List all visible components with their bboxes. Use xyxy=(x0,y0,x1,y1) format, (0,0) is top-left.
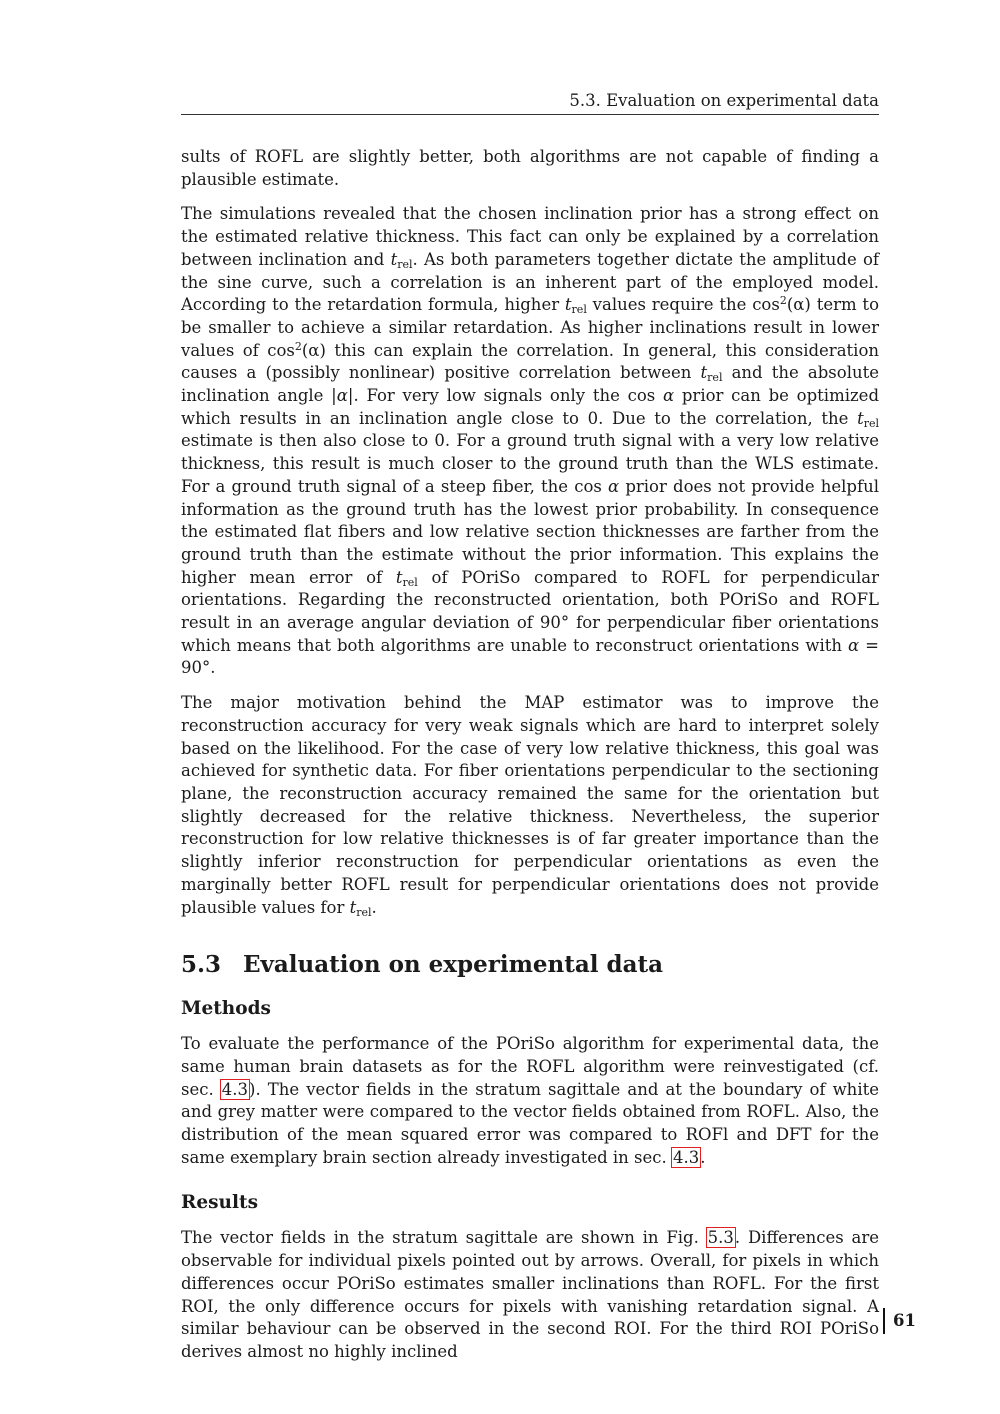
section-heading xyxy=(181,951,879,979)
page-number: 61 xyxy=(883,1308,916,1334)
header-rule xyxy=(181,114,879,115)
paragraph-3: The major motivation behind the MAP estimator was to improve the reconstruction accuracy for very weak signals which are hard to interpret solely based on the likelihood. For the case of very low relative thickness, this goal was achieved for synthetic data. For fiber orientations perpendicular to the sectioning plane, the reconstruction accuracy remained the same for the orientation but slightly decreased for the relative thickness. Nevertheless, the superior reconstruction for low relative thicknesses is of far greater importance than the slightly inferior reconstruction for perpendicular orientations as even the marginally better ROFL result for perpendicular orientations does not provide plausible values for $t_{rel}$. xyxy=(181,693,879,919)
section-number: 5.3 xyxy=(181,951,222,979)
methods-heading: Methods xyxy=(181,998,271,1020)
paragraph-2: The simulations revealed that the chosen inclination prior has a strong effect on the estimated relative thickness. This fact can only be explained by a correlation between inclination and $t_{rel}$. As both parameters together dictate the amplitude of the sine curve, such a correlation is an inherent part of the employed model. According to the retardation formula, higher $t_{rel}$ values require the $\cos^2(\alpha)$ term to be smaller to achieve a similar retardation. As higher inclinations result in lower values of $\cos^2(\alpha)$ this can explain the correlation. In general, this consideration causes a (possibly nonlinear) positive correlation between $t_{rel}$ and the absolute inclination angle |α|. For very low signals only the cos α prior can be optimized which results in an inclination angle close to 0. Due to the correlation, the $t_{rel}$ estimate is then also close to 0. For a ground truth signal with a very low relative thickness, this result is much closer to the ground truth than the WLS estimate. For a ground truth signal of a steep fiber, the cos α prior does not provide helpful information as the ground truth has the lowest prior probability. In consequence the estimated flat fibers and low relative section thicknesses are farther from the ground truth than the estimate without the prior information. This explains the higher mean error of $t_{rel}$ of POriSo compared to ROFL for perpendicular orientations. Regarding the reconstructed orientation, both POriSo and ROFL result in an average angular deviation of 90° for perpendicular fiber orientations which means that both algorithms are unable to reconstruct orientations with α = 90°. xyxy=(181,204,880,678)
page-body xyxy=(181,146,879,1376)
section-ref-link[interactable]: 4.3 xyxy=(673,1147,700,1167)
section-title: Evaluation on experimental data xyxy=(243,951,664,979)
results-heading: Results xyxy=(181,1192,258,1214)
results-paragraph: The vector fields in the stratum sagittale are shown in Fig. 5.3. Differences are observable for individual pixels pointed out by arrows. Overall, for pixels in which differences occur POriSo estimates smaller inclinations than ROFL. For the first ROI, the only difference occurs for pixels with vanishing retardation signal. A similar behaviour can be observed in the second ROI. For the third ROI POriSo derives almost no highly inclined xyxy=(181,1228,879,1361)
figure-ref-link[interactable]: 5.3 xyxy=(707,1228,734,1248)
section-ref-link[interactable]: 4.3 xyxy=(221,1079,249,1099)
running-head: 5.3. Evaluation on experimental data xyxy=(569,91,879,110)
methods-paragraph: To evaluate the performance of the POriSo algorithm for experimental data, the same human brain datasets as for the ROFL algorithm were reinvestigated (cf. sec. 4.3). The vector fields in the stratum sagittale and at the boundary of white and grey matter were compared to the vector fields obtained from ROFL. Also, the distribution of the mean squared error was compared to ROFl and DFT for the same exemplary brain section already investigated in sec. 4.3. xyxy=(181,1034,879,1167)
paragraph-1: sults of ROFL are slightly better, both algorithms are not capable of finding a plausible estimate. xyxy=(181,147,879,189)
